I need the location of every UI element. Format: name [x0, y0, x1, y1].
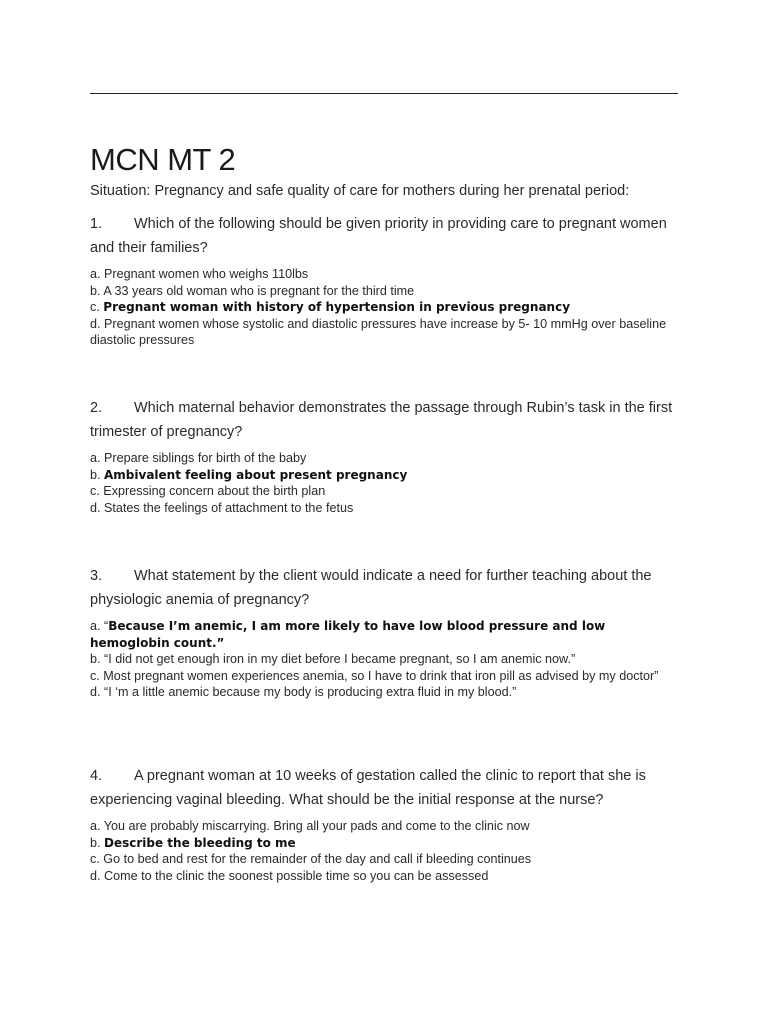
option-b-answer: b. Describe the bleeding to me [90, 835, 296, 850]
options-list [90, 818, 680, 884]
question-2 [90, 396, 680, 516]
option-c: c. Expressing concern about the birth plan [90, 484, 326, 498]
options-list [90, 266, 680, 349]
option-d: d. “I ‘m a little anemic because my body is producing extra fluid in my blood.” [90, 685, 517, 699]
option-d: d. Pregnant women whose systolic and diastolic pressures have increase by 5- 10 mmHg over baseline diastolic pressures [90, 316, 667, 347]
option-a: a. Pregnant women who weighs 110lbs [90, 267, 309, 281]
situation-text: Situation: Pregnancy and safe quality of care for mothers during her prenatal period: [90, 183, 630, 199]
question-number: 2. [90, 400, 103, 416]
question-text: Which of the following should be given priority in providing care to pregnant women and their families? [90, 216, 667, 256]
question-stem [90, 764, 680, 812]
option-a-answer: a. “Because I’m anemic, I am more likely to have low blood pressure and low hemoglobin count.” [90, 619, 606, 650]
question-text: A pregnant woman at 10 weeks of gestation called the clinic to report that she is experiencing vaginal bleeding. What should be the initial response at the nurse? [90, 768, 646, 808]
option-d: d. Come to the clinic the soonest possible time so you can be assessed [90, 868, 489, 883]
question-3 [90, 564, 680, 701]
question-text: Which maternal behavior demonstrates the passage through Rubin’s task in the first trimester of pregnancy? [90, 400, 673, 440]
question-text: What statement by the client would indicate a need for further teaching about the physiologic anemia of pregnancy? [90, 568, 652, 608]
option-a: a. You are probably miscarrying. Bring all your pads and come to the clinic now [90, 819, 530, 833]
top-divider [90, 93, 678, 94]
options-list [90, 618, 680, 701]
question-number: 4. [90, 768, 103, 784]
question-number: 3. [90, 568, 103, 584]
question-4 [90, 764, 680, 884]
question-stem [90, 212, 680, 260]
option-b: b. A 33 years old woman who is pregnant for the third time [90, 283, 415, 298]
option-a: a. Prepare siblings for birth of the baby [90, 451, 307, 465]
option-c: c. Go to bed and rest for the remainder of the day and call if bleeding continues [90, 852, 532, 866]
option-c: c. Most pregnant women experiences anemia, so I have to drink that iron pill as advised by my doctor” [90, 668, 659, 683]
options-list [90, 450, 680, 516]
question-1 [90, 212, 680, 349]
question-number: 1. [90, 216, 103, 232]
option-b-answer: b. Ambivalent feeling about present pregnancy [90, 467, 408, 482]
document-title: MCN MT 2 [90, 142, 236, 177]
question-stem [90, 564, 680, 612]
option-d: d. States the feelings of attachment to the fetus [90, 500, 354, 515]
option-c-answer: c. Pregnant woman with history of hypertension in previous pregnancy [90, 300, 571, 314]
option-b: b. “I did not get enough iron in my diet before I became pregnant, so I am anemic now.” [90, 652, 576, 666]
question-stem [90, 396, 680, 444]
